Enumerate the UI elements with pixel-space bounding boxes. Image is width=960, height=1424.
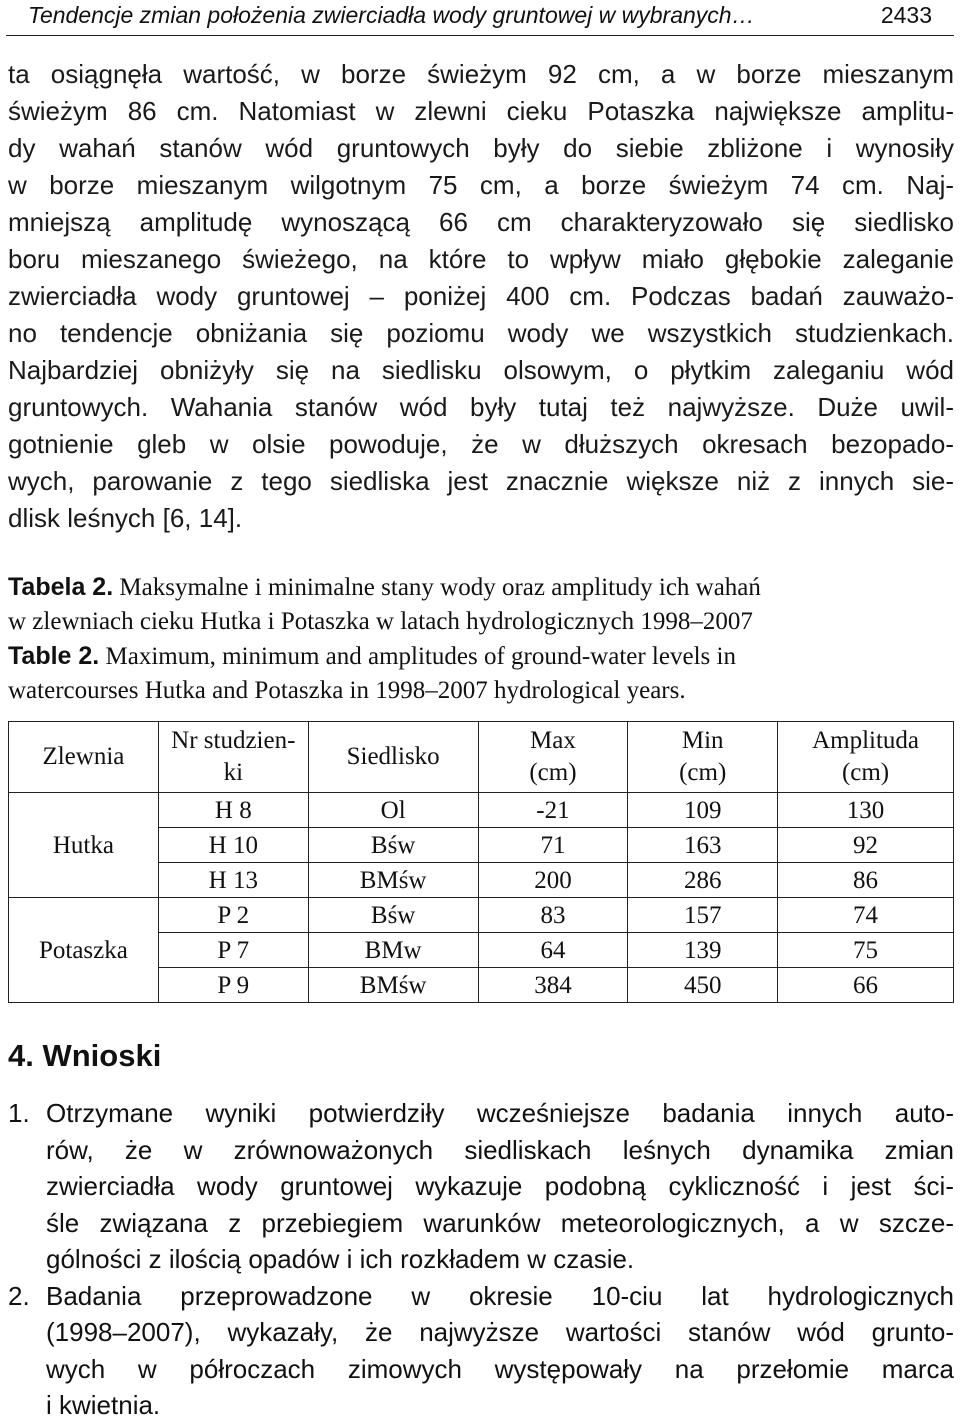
cell-nr: H 8 — [158, 793, 308, 828]
list-item-line: (1998–2007), wykazały, że najwyższe wartości stanów wód grunto- — [46, 1317, 954, 1347]
cell-min: 157 — [628, 898, 778, 933]
header-max-line1: Max — [530, 727, 576, 754]
body-paragraph — [8, 56, 954, 537]
list-item-line: Badania przeprowadzone w okresie 10-ciu lat hydrologicznych — [46, 1280, 954, 1311]
cell-min: 139 — [628, 933, 778, 968]
running-header — [0, 0, 960, 38]
caption-en-text2: watercourses Hutka and Potaszka in 1998–2007 hydrological years. — [8, 677, 686, 704]
list-item-line: gólności z ilością opadów i ich rozkładem w czasie. — [46, 1244, 635, 1274]
paragraph-line: świeżym 86 cm. Natomiast w zlewni cieku Potaszka największe amplitu- — [8, 96, 954, 126]
header-max — [478, 722, 628, 793]
cell-min: 286 — [628, 863, 778, 898]
paragraph-line: gruntowych. Wahania stanów wód były tutaj też najwyższe. Duże uwil- — [8, 392, 954, 422]
cell-amplituda: 130 — [778, 793, 954, 828]
table-caption — [8, 570, 958, 708]
cell-siedlisko: Ol — [308, 793, 478, 828]
list-item — [8, 1278, 954, 1424]
table-row — [9, 793, 954, 828]
header-max-line2: (cm) — [529, 759, 577, 786]
cell-siedlisko: BMśw — [308, 863, 478, 898]
running-title: Tendencje zmian położenia zwierciadła wody gruntowej w wybranych… — [28, 2, 755, 28]
paragraph-line: gotnienie gleb w olsie powoduje, że w dłuższych okresach bezopado- — [8, 429, 954, 459]
cell-max: 200 — [478, 863, 628, 898]
caption-pl-label: Tabela 2. — [8, 573, 114, 601]
cell-nr: P 2 — [158, 898, 308, 933]
paragraph-line: no tendencje obniżania się poziomu wody we wszystkich studzienkach. — [8, 318, 954, 348]
caption-en-text1: Maximum, minimum and amplitudes of ground-water levels in — [105, 643, 736, 670]
list-item-line: śle związana z przebiegiem warunków meteorologicznych, a w szcze- — [46, 1207, 954, 1238]
cell-max: 83 — [478, 898, 628, 933]
cell-amplituda: 86 — [778, 863, 954, 898]
list-item-line: rów, że w zrównoważonych siedliskach leśnych dynamika zmian — [46, 1134, 954, 1165]
header-siedlisko: Siedlisko — [308, 722, 478, 793]
paragraph-line: zwierciadła wody gruntowej – poniżej 400 cm. Podczas badań zauważo- — [8, 281, 954, 311]
cell-amplituda: 92 — [778, 828, 954, 863]
paragraph-line: wych, parowanie z tego siedliska jest znacznie większe niż z innych sie- — [8, 466, 954, 496]
list-item-line: wych w półroczach zimowych występowały na przełomie marca — [46, 1353, 954, 1384]
list-item-line: Otrzymane wyniki potwierdziły wcześniejsze badania innych auto- — [46, 1098, 954, 1128]
caption-pl-text1: Maksymalne i minimalne stany wody oraz amplitudy ich wahań — [119, 574, 761, 601]
header-amp-line2: (cm) — [841, 759, 890, 786]
cell-nr: P 7 — [158, 933, 308, 968]
cell-nr: H 10 — [158, 828, 308, 863]
cell-amplituda: 74 — [778, 898, 954, 933]
cell-siedlisko: Bśw — [308, 898, 478, 933]
cell-max: 71 — [478, 828, 628, 863]
paragraph-line: mniejszą amplitudę wynoszącą 66 cm charakteryzowało się siedlisko — [8, 207, 954, 237]
list-item-line: i kwietnia. — [46, 1390, 161, 1420]
section-heading: 4. Wnioski — [8, 1038, 162, 1073]
header-min-line1: Min — [681, 727, 724, 754]
cell-nr: H 13 — [158, 863, 308, 898]
cell-min: 163 — [628, 828, 778, 863]
header-nr — [158, 722, 308, 793]
caption-en-line1 — [8, 639, 958, 674]
caption-pl-text2: w zlewniach cieku Hutka i Potaszka w latach hydrologicznych 1998–2007 — [8, 608, 753, 635]
list-item — [8, 1095, 954, 1278]
header-min — [628, 722, 778, 793]
cell-zlewnia: Hutka — [9, 793, 159, 898]
cell-min: 109 — [628, 793, 778, 828]
cell-max: 64 — [478, 933, 628, 968]
list-item-number: 2. — [8, 1280, 30, 1311]
cell-max: -21 — [478, 793, 628, 828]
page-number: 2433 — [880, 2, 932, 28]
caption-en-label: Table 2. — [8, 642, 100, 670]
conclusions-list — [8, 1095, 954, 1424]
paragraph-line: dy wahań stanów wód gruntowych były do siebie zbliżone i wynosiły — [8, 133, 954, 163]
header-amplituda — [778, 722, 954, 793]
caption-pl-line1 — [8, 570, 958, 605]
cell-zlewnia: Potaszka — [9, 898, 159, 1003]
header-nr-line2: ki — [223, 759, 244, 786]
cell-siedlisko: Bśw — [308, 828, 478, 863]
paragraph-line: Najbardziej obniżyły się na siedlisku olsowym, o płytkim zaleganiu wód — [8, 355, 954, 385]
cell-nr: P 9 — [158, 968, 308, 1003]
cell-siedlisko: BMśw — [308, 968, 478, 1003]
paragraph-line: w borze mieszanym wilgotnym 75 cm, a borze świeżym 74 cm. Naj- — [8, 170, 954, 200]
table-header-row — [9, 722, 954, 793]
paragraph-line: dlisk leśnych [6, 14]. — [8, 503, 243, 533]
paragraph-line: ta osiągnęła wartość, w borze świeżym 92 cm, a w borze mieszanym — [8, 59, 954, 89]
cell-amplituda: 66 — [778, 968, 954, 1003]
header-min-line2: (cm) — [679, 759, 727, 786]
header-nr-line1: Nr studzien- — [171, 727, 296, 754]
header-zlewnia: Zlewnia — [9, 722, 159, 793]
cell-min: 450 — [628, 968, 778, 1003]
header-rule — [6, 35, 954, 36]
cell-siedlisko: BMw — [308, 933, 478, 968]
table-row — [9, 898, 954, 933]
cell-amplituda: 75 — [778, 933, 954, 968]
cell-max: 384 — [478, 968, 628, 1003]
header-amp-line1: Amplituda — [812, 727, 920, 754]
paragraph-line: boru mieszanego świeżego, na które to wpływ miało głębokie zaleganie — [8, 244, 954, 274]
list-item-number: 1. — [8, 1098, 30, 1128]
data-table — [8, 721, 954, 1003]
list-item-line: zwierciadła wody gruntowej wykazuje podobną cykliczność i jest ści- — [46, 1171, 954, 1201]
